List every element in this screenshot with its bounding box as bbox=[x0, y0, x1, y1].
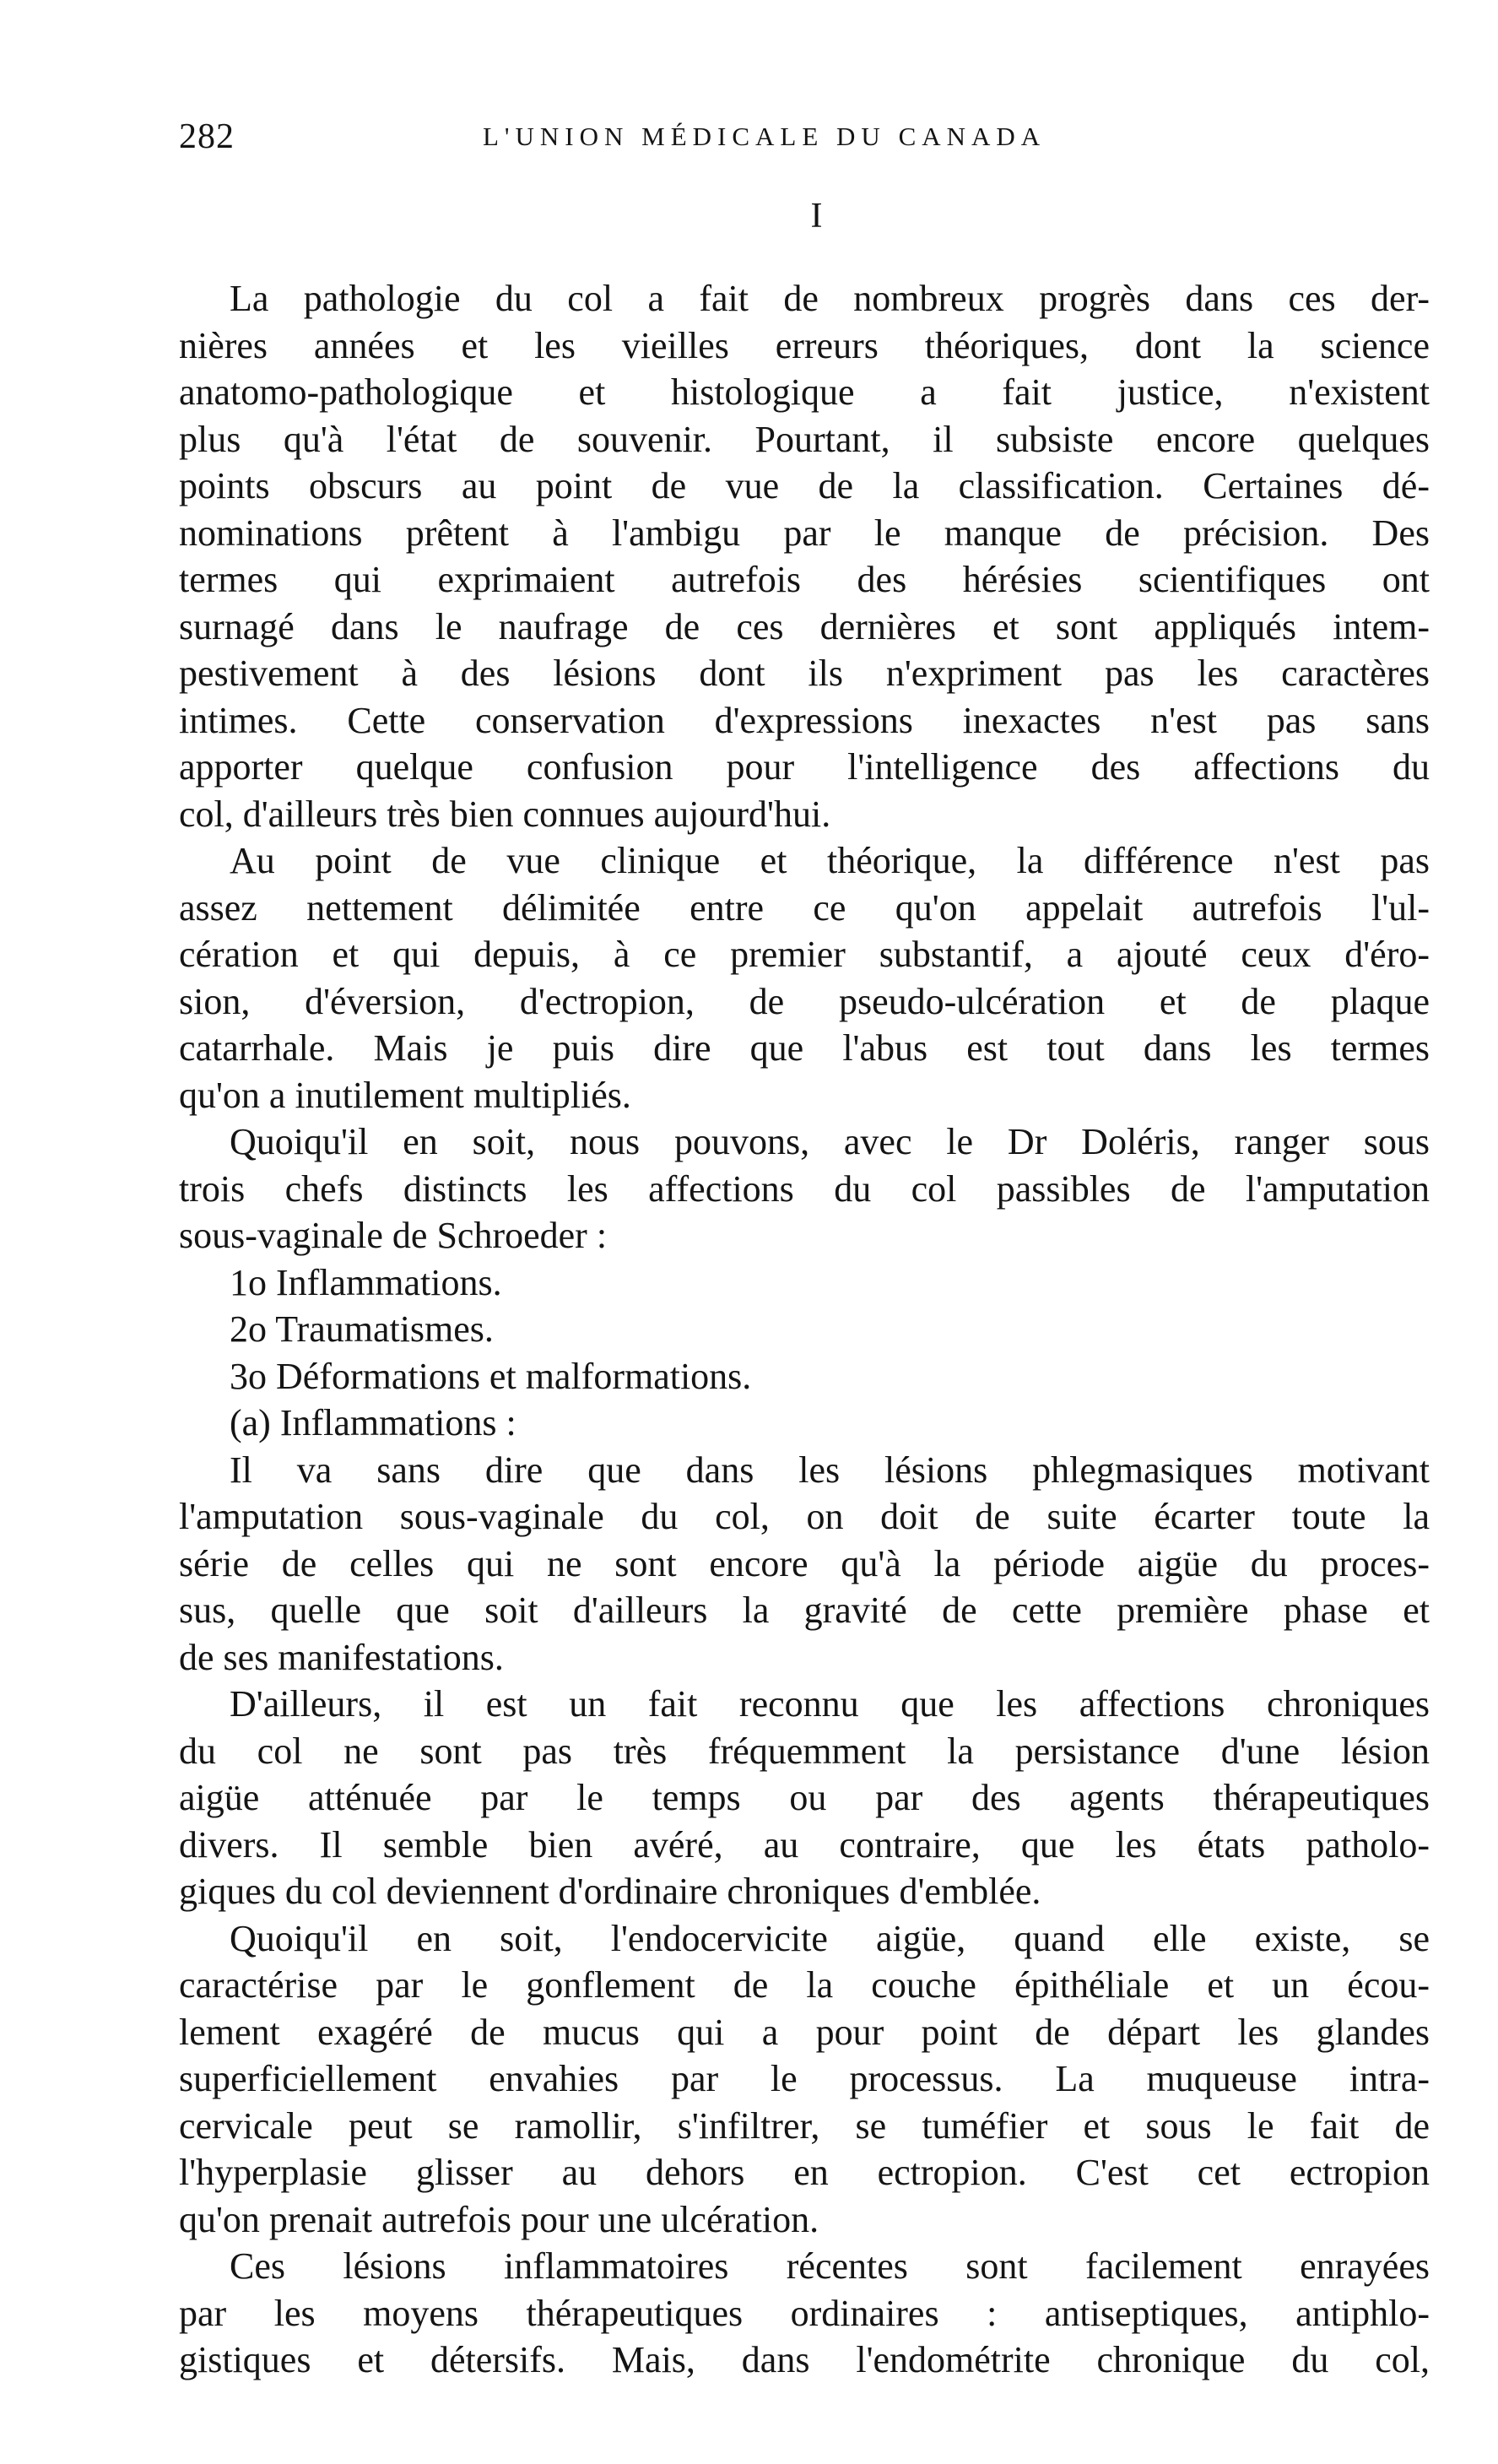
section-heading bbox=[0, 196, 1498, 236]
text-line: l'hyperplasie glisser au dehors en ectropion. C'est cet ectropion bbox=[179, 2152, 1430, 2193]
text-line: intimes. Cette conservation d'expressions inexactes n'est pas sans bbox=[179, 699, 1430, 741]
text-line: nominations prêtent à l'ambigu par le manque de précision. Des bbox=[179, 512, 1430, 554]
text-line: 1o Inflammations. bbox=[230, 1261, 502, 1303]
text-line: D'ailleurs, il est un fait reconnu que les affections chroniques bbox=[230, 1683, 1430, 1725]
text-line: lement exagéré de mucus qui a pour point de départ les glandes bbox=[179, 2011, 1430, 2053]
text-line: caractérise par le gonflement de la couche épithéliale et un écou- bbox=[179, 1964, 1430, 2006]
text-line: apporter quelque confusion pour l'intelligence des affections du bbox=[179, 746, 1430, 788]
text-line: série de celles qui ne sont encore qu'à la période aigüe du proces- bbox=[179, 1542, 1430, 1584]
text-line: surnagé dans le naufrage de ces dernières et sont appliqués intem- bbox=[179, 605, 1430, 647]
text-line: trois chefs distincts les affections du col passibles de l'amputation bbox=[179, 1167, 1430, 1210]
text-line: l'amputation sous-vaginale du col, on doit de suite écarter toute la bbox=[179, 1496, 1430, 1537]
text-line: termes qui exprimaient autrefois des hérésies scientifiques ont bbox=[179, 559, 1430, 600]
section-number: I bbox=[810, 197, 823, 236]
text-line: qu'on prenait autrefois pour une ulcération. bbox=[179, 2198, 819, 2240]
text-line: La pathologie du col a fait de nombreux progrès dans ces der- bbox=[230, 278, 1430, 319]
text-line: Au point de vue clinique et théorique, la différence n'est pas bbox=[230, 840, 1430, 881]
text-line: de ses manifestations. bbox=[179, 1636, 504, 1678]
text-line: Quoiqu'il en soit, nous pouvons, avec le Dr Doléris, ranger sous bbox=[230, 1121, 1430, 1162]
text-line: 2o Traumatismes. bbox=[230, 1308, 494, 1350]
text-line: anatomo-pathologique et histologique a fait justice, n'existent bbox=[179, 371, 1430, 413]
text-line: giques du col deviennent d'ordinaire chroniques d'emblée. bbox=[179, 1871, 1041, 1912]
text-line: col, d'ailleurs très bien connues aujourd'hui. bbox=[179, 793, 831, 835]
text-line: points obscurs au point de vue de la classification. Certaines dé- bbox=[179, 465, 1430, 506]
text-line: par les moyens thérapeutiques ordinaires : antiseptiques, antiphlo- bbox=[179, 2292, 1430, 2334]
text-line: nières années et les vieilles erreurs théoriques, dont la science bbox=[179, 324, 1430, 366]
body-text bbox=[179, 275, 1430, 2384]
text-line: aigüe atténuée par le temps ou par des agents thérapeutiques bbox=[179, 1777, 1430, 1818]
text-line: assez nettement délimitée entre ce qu'on appelait autrefois l'ul- bbox=[179, 886, 1430, 929]
text-line: Quoiqu'il en soit, l'endocervicite aigüe, quand elle existe, se bbox=[230, 1917, 1430, 1959]
text-line: Il va sans dire que dans les lésions phlegmasiques motivant bbox=[230, 1449, 1430, 1491]
text-line: sous-vaginale de Schroeder : bbox=[179, 1215, 608, 1256]
page-number: 282 bbox=[179, 117, 235, 156]
text-line: qu'on a inutilement multipliés. bbox=[179, 1074, 631, 1116]
text-line: cération et qui depuis, à ce premier substantif, a ajouté ceux d'éro- bbox=[179, 934, 1430, 975]
text-line: (a) Inflammations : bbox=[230, 1402, 516, 1443]
text-line: du col ne sont pas très fréquemment la persistance d'une lésion bbox=[179, 1730, 1430, 1772]
text-line: cervicale peut se ramollir, s'infiltrer, se tuméfier et sous le fait de bbox=[179, 2104, 1430, 2147]
text-line: catarrhale. Mais je puis dire que l'abus est tout dans les termes bbox=[179, 1027, 1430, 1069]
text-line: divers. Il semble bien avéré, au contraire, que les états patholo- bbox=[179, 1823, 1430, 1866]
text-line: 3o Déformations et malformations. bbox=[230, 1355, 752, 1397]
text-line: superficiellement envahies par le processus. La muqueuse intra- bbox=[179, 2058, 1430, 2099]
text-line: sus, quelle que soit d'ailleurs la gravité de cette première phase et bbox=[179, 1589, 1430, 1631]
text-line: sion, d'éversion, d'ectropion, de pseudo-ulcération et de plaque bbox=[179, 980, 1430, 1022]
page-header bbox=[179, 116, 1428, 164]
running-title: L'UNION MÉDICALE DU CANADA bbox=[483, 122, 1046, 151]
text-line: pestivement à des lésions dont ils n'expriment pas les caractères bbox=[179, 653, 1430, 694]
text-line: plus qu'à l'état de souvenir. Pourtant, il subsiste encore quelques bbox=[179, 418, 1430, 460]
text-line: gistiques et détersifs. Mais, dans l'endométrite chronique du col, bbox=[179, 2339, 1430, 2380]
text-line: Ces lésions inflammatoires récentes sont facilement enrayées bbox=[230, 2245, 1430, 2287]
